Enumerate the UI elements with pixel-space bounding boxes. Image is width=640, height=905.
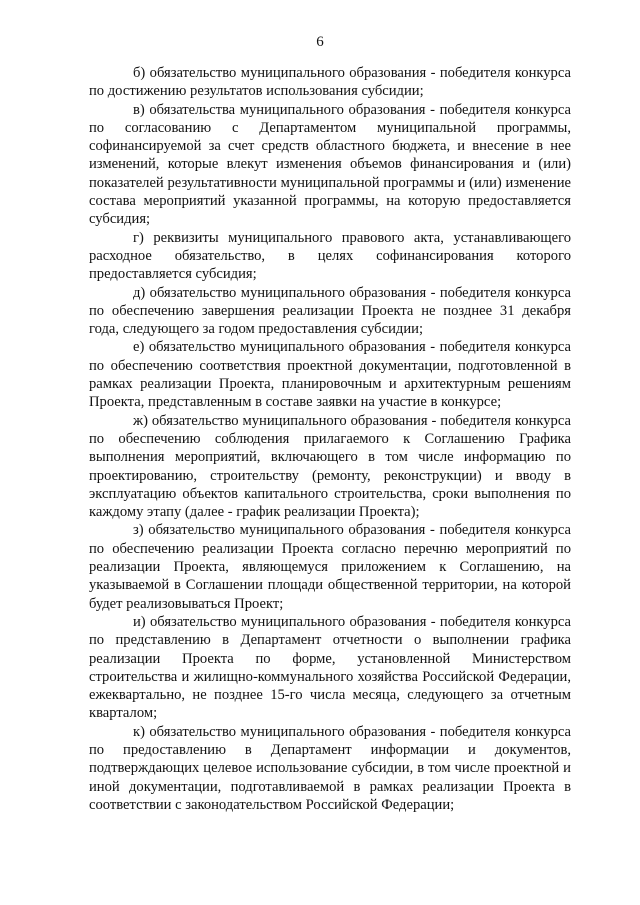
paragraph-g: г) реквизиты муниципального правового акта, устанавливающего расходное обязательство, в целях софинансирования которого предоставляется субсидия; (89, 229, 571, 283)
paragraph-z: з) обязательство муниципального образования - победителя конкурса по обеспечению реализации Проекта согласно перечню мероприятий по реализации Проекта, являющемуся приложением к Соглашению, на указываемой в Соглашении площади общественной территории, на которой будет реализовываться Проект; (89, 522, 571, 612)
document-body (89, 64, 571, 814)
paragraph-v: в) обязательства муниципального образования - победителя конкурса по согласованию с Департаментом муниципальной программы, софинансируемой за счет средств областного бюджета, и внесение в нее изменений, которые влекут изменения объемов финансирования и (или) показателей результативности муниципальной программы и (или) изменение состава мероприятий указанной программы, на которую предоставляется субсидия; (89, 101, 571, 228)
page-number: 6 (316, 34, 324, 50)
paragraph-d: д) обязательство муниципального образования - победителя конкурса по обеспечению завершения реализации Проекта не позднее 31 декабря года, следующего за годом предоставления субсидии; (89, 284, 571, 338)
paragraph-k: к) обязательство муниципального образования - победителя конкурса по предоставлению в Департамент информации и документов, подтверждающих целевое использование субсидии, в том числе проектной и иной документации, подготавливаемой в рамках реализации Проекта в соответствии с законодательством Российской Федерации; (89, 723, 571, 813)
paragraph-zh: ж) обязательство муниципального образования - победителя конкурса по обеспечению соблюдения прилагаемого к Соглашению Графика выполнения мероприятий, включающего в том числе информацию по проектированию, строительству (ремонту, реконструкции) и вводу в эксплуатацию объектов капитального строительства, сроки выполнения по каждому этапу (далее - график реализации Проекта); (89, 412, 571, 521)
paragraph-b: б) обязательство муниципального образования - победителя конкурса по достижению результатов использования субсидии; (89, 65, 571, 100)
paragraph-e: е) обязательство муниципального образования - победителя конкурса по обеспечению соответствия проектной документации, подготовленной в рамках реализации Проекта, планировочным и архитектурным решениям Проекта, представленным в составе заявки на участие в конкурсе; (89, 339, 571, 411)
paragraph-i: и) обязательство муниципального образования - победителя конкурса по представлению в Департамент отчетности о выполнении графика реализации Проекта по форме, установленной Министерством строительства и жилищно-коммунального хозяйства Российской Федерации, ежеквартально, не позднее 15-го числа месяца, следующего за отчетным кварталом; (89, 613, 571, 722)
